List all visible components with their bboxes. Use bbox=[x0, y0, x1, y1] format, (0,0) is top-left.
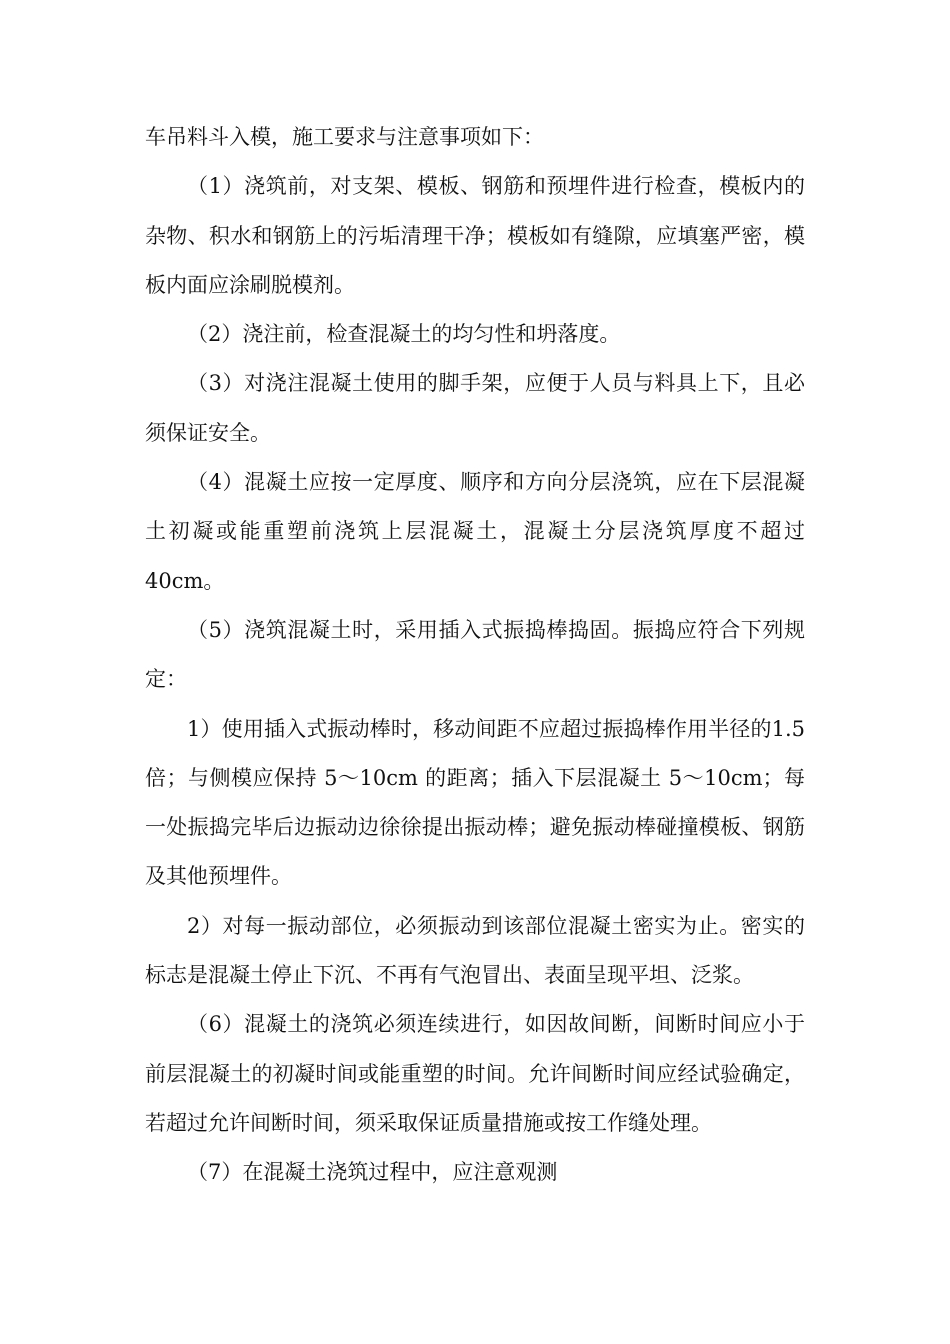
paragraph-intro: 车吊料斗入模，施工要求与注意事项如下： bbox=[145, 125, 544, 149]
paragraph-subitem-1: 1）使用插入式振动棒时，移动间距不应超过振捣棒作用半径的1.5 倍；与侧模应保持 5～10cm 的距离；插入下层混凝土 5～10cm；每一处振捣完毕后边振动边徐徐提出振动棒；避免振动棒碰撞模板、钢筋及其他预埋件。 bbox=[145, 716, 805, 889]
paragraph-item-3: （3）对浇注混凝土使用的脚手架，应便于人员与料具上下，且必须保证安全。 bbox=[145, 371, 805, 445]
paragraph-item-6: （6）混凝土的浇筑必须连续进行，如因故间断，间断时间应小于前层混凝土的初凝时间或能重塑的时间。允许间断时间应经试验确定，若超过允许间断时间，须采取保证质量措施或按工作缝处理。 bbox=[145, 1012, 805, 1135]
document-body bbox=[145, 113, 805, 1198]
paragraph-item-7: （7）在混凝土浇筑过程中，应注意观测 bbox=[187, 1160, 558, 1185]
paragraph-subitem-2: 2）对每一振动部位，必须振动到该部位混凝土密实为止。密实的标志是混凝土停止下沉、不再有气泡冒出、表面呈现平坦、泛浆。 bbox=[145, 913, 805, 988]
paragraph-item-5: （5）浇筑混凝土时，采用插入式振捣棒捣固。振捣应符合下列规定： bbox=[145, 617, 805, 692]
paragraph-item-1: （1）浇筑前，对支架、模板、钢筋和预埋件进行检查，模板内的杂物、积水和钢筋上的污垢清理干净；模板如有缝隙，应填塞严密，模板内面应涂刷脱模剂。 bbox=[145, 174, 805, 297]
paragraph-item-2: （2）浇注前，检查混凝土的均匀性和坍落度。 bbox=[187, 322, 621, 347]
paragraph-item-4: （4）混凝土应按一定厚度、顺序和方向分层浇筑，应在下层混凝土初凝或能重塑前浇筑上层混凝土，混凝土分层浇筑厚度不超过40cm。 bbox=[145, 470, 805, 593]
